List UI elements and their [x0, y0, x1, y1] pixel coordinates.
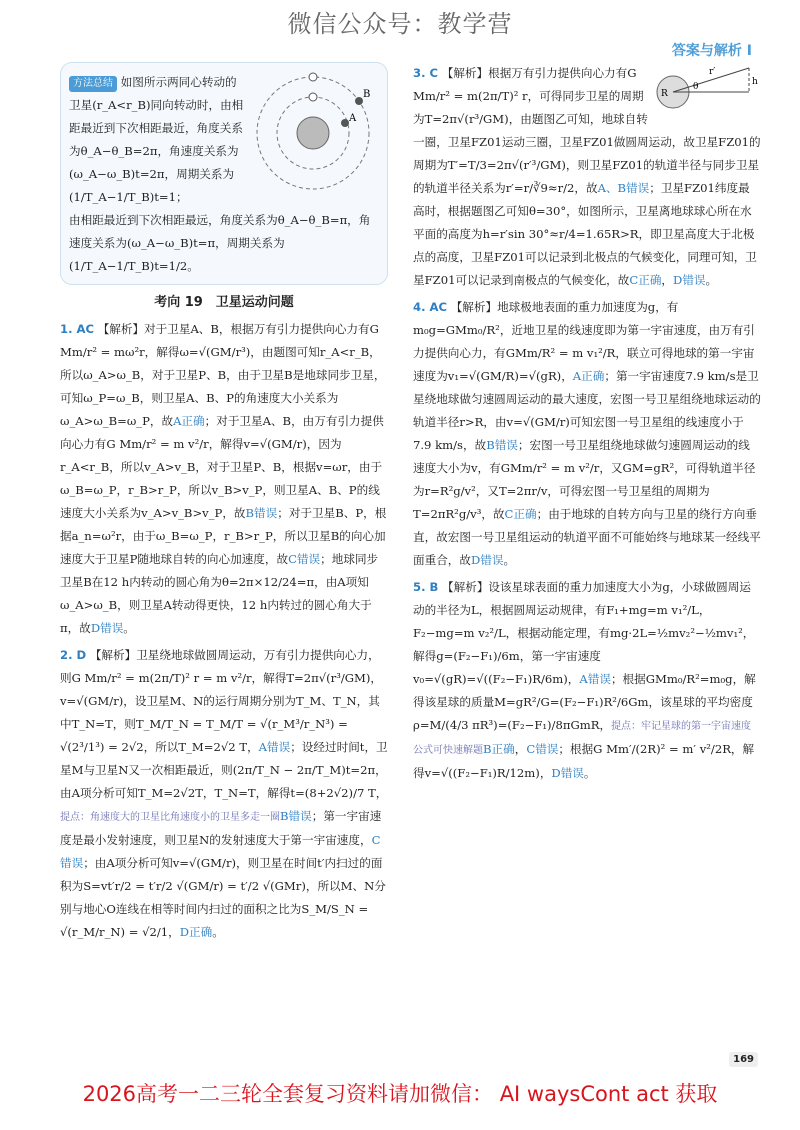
answer-1-text-3: ；对于卫星B、P，根据a_n=ω²r，由于ω_B=ω_P，r_B>r_P，所以卫星B的向心加速度大于卫星P随地球自转的向心加速度，故	[60, 506, 387, 566]
answer-1	[60, 318, 388, 640]
answer-5-verdict-a: A错误	[579, 672, 611, 686]
answer-5-verdict-b: B正确	[483, 742, 515, 756]
answer-1-verdict-a: A正确	[173, 414, 205, 428]
answer-4-verdict-a: A正确	[572, 369, 605, 383]
method-summary-box	[60, 62, 388, 285]
answer-5-verdict-d: D错误	[551, 766, 584, 780]
answer-2	[60, 644, 388, 944]
label-r-prime: r′	[709, 67, 716, 77]
answer-3-verdict-d: D错误	[673, 273, 706, 287]
answer-3-text: 【解析】根据万有引力提供向心力有G Mm/r² = m(2π/T)² r，可得同步卫星的周期为T=2π√(r³/GM)，由题图乙可知，地球自转一圈，卫星FZ01运动三圈，卫星FZ01做圆周运动，故卫星FZ01的周期为T′=T/3=2π√(r′³/GM)，则卫星FZ01的轨道半径与同步卫星的轨道半径关系为r′=r/∛9≈r/2，故	[413, 66, 761, 195]
answer-1-text-4: ；地球同步卫星B在12 h内转动的圆心角为θ=2π×12/24=π，由A项知ω_A>ω_B，则卫星A转动得更快，12 h内转过的圆心角大于π，故	[60, 552, 379, 635]
label-theta: θ	[693, 82, 699, 92]
answer-5-end: 。	[583, 766, 596, 780]
answer-2-text-4: ；由A项分析可知v=√(GM/r)，则卫星在时间t′内扫过的面积为S=vt′r/2 = t′r/2 √(GM/r) = t′/2 √(GMr)，所以M、N分别与地心O连线在相等时间内扫过的面积之比为S_M/S_N = √(r_M/r_N) = √2/1，	[60, 856, 386, 939]
answer-2-end: 。	[212, 925, 224, 939]
label-a: A	[349, 113, 357, 124]
latitude-figure	[651, 62, 761, 116]
method-line-1: 如图所示两同心转动的卫星(r_A<r_B)同向转动时，由相距最近到下次相距最近，角度关系为θ_A−θ_B=2π，角速度关系为(ω_A−ω_B)t=2π，周期关系为(1/T_A−1/T_B)t=1；	[69, 75, 244, 204]
answer-3-text-2: ；卫星FZ01纬度最高时，根据题图乙可知θ=30°，如图所示，卫星离地球球心所在水平面的高度为h=r′sin 30°≈r/4=1.65R>R，即卫星高度大于北极点的高度，卫星FZ01可以记录到北极点的气候变化，同理可知，卫星FZ01可以记录到南极点的气候变化，故	[413, 181, 757, 287]
answer-4-text-3: ；宏图一号卫星组绕地球做匀速圆周运动的线速度大小为v，有GMm/r² = m v²/r，又GM=gR²，可得轨道半径为r=R²g/v²，又T=2πr/v，可得宏图一号卫星组的周期为T=2πR²g/v³，故	[413, 438, 756, 521]
section-title: 考向 19 卫星运动问题	[154, 295, 294, 310]
answer-1-verdict-b: B错误	[245, 506, 278, 520]
answer-4-text-2: ；第一宇宙速度7.9 km/s是卫星绕地球做匀速圆周运动的最大速度，宏图一号卫星组绕地球运动的轨道半径r>R，由v=√(GM/r)可知宏图一号卫星组的线速度小于7.9 km/s，故	[413, 369, 761, 452]
section-label: 答案与解析 I	[671, 43, 752, 59]
method-tag: 方法总结	[69, 76, 117, 92]
orbit-figure	[251, 71, 379, 191]
answer-2-number: 2. D	[60, 648, 87, 662]
footer-banner: 2026高考一二三轮全套复习资料请加微信： AI waysCont act 获取	[82, 1082, 718, 1106]
answer-1-verdict-d: D错误	[90, 621, 124, 635]
answer-1-end: 。	[123, 621, 135, 635]
answer-5-text-3: ；根据G Mm′/(2R)² = m′ v²/2R，解得v=√((F₂−F₁)R/12m)，	[413, 742, 755, 780]
label-b: B	[363, 89, 371, 100]
method-line-2: 由相距最近到下次相距最远，角度关系为θ_A−θ_B=π，角速度关系为(ω_A−ω_B)t=π，周期关系为(1/T_A−1/T_B)t=1/2。	[69, 213, 371, 273]
answer-4-verdict-b: B错误	[486, 438, 518, 452]
answer-2-verdict-d: D正确	[179, 925, 213, 939]
answer-4-verdict-c: C正确	[504, 507, 537, 521]
answer-2-verdict-b: B错误	[280, 809, 312, 823]
answer-4-verdict-d: D错误	[470, 553, 504, 567]
watermark-title: 微信公众号：教学营	[287, 10, 513, 38]
answer-1-verdict-c: C错误	[288, 552, 321, 566]
answer-2-verdict-c: C错误	[60, 833, 381, 870]
answer-5-note: 提点：牢记星球的第一宇宙速度公式可快速解题	[413, 721, 752, 756]
answer-4-number: 4. AC	[413, 300, 447, 314]
answer-2-note: 提点：角速度大的卫星比角速度小的卫星多走一圈	[60, 812, 280, 823]
answer-5-text: 【解析】设该星球表面的重力加速度大小为g，小球做圆周运动的半径为L，根据圆周运动规律，有F₁+mg=m v₁²/L，F₂−mg=m v₂²/L，根据动能定理，有mg·2L=½mv₂²−½mv₁²，解得g=(F₂−F₁)/6m，第一宇宙速度v₀=√(gR)=√((F₂−F₁)R/6m)，	[413, 580, 755, 686]
answer-5-text-2: ；根据GMm₀/R²=m₀g，解得该星球的质量M=gR²/G=(F₂−F₁)R²/6Gm，该星球的平均密度ρ=M/(4/3 πR³)=(F₂−F₁)/8πGmR，	[413, 672, 756, 732]
left-column	[60, 62, 388, 944]
right-column	[413, 62, 761, 785]
answer-4	[413, 296, 761, 572]
answer-1-text: 【解析】对于卫星A、B，根据万有引力提供向心力有G Mm/r² = mω²r，解得ω=√(GM/r³)，由题图可知r_A<r_B，所以ω_A>ω_B，对于卫星P、B，由于卫星B是地球同步卫星，可知ω_P=ω_B，则卫星A、B、P的角速度大小关系为ω_A>ω_B=ω_P，故	[60, 322, 386, 428]
answer-3-verdict-ab: A、B错误	[597, 181, 650, 195]
answer-4-text: 【解析】地球极地表面的重力加速度为g，有m₀g=GMm₀/R²，近地卫星的线速度即为第一宇宙速度，由万有引力提供向心力，有GMm/R² = m v₁²/R，联立可得地球的第一宇宙速度为v₁=√(GM/R)=√(gR)，	[413, 300, 755, 383]
answer-3-end: 。	[705, 273, 718, 287]
answer-3-sep: ，	[661, 273, 674, 287]
answer-2-text-2: ；设经过时间t，卫星M与卫星N又一次相距最近，则(2π/T_N − 2π/T_M)t=2π，由A项分析可知T_M=2√2T，T_N=T，解得t=(8+2√2)/7 T，	[60, 740, 388, 800]
answer-2-verdict-a: A错误	[258, 740, 291, 754]
answer-3-verdict-c: C正确	[629, 273, 662, 287]
label-h: h	[752, 77, 758, 87]
answer-5-sep: ，	[514, 742, 527, 756]
label-r: R	[661, 89, 668, 99]
answer-5-verdict-c: C错误	[526, 742, 559, 756]
answer-4-end: 。	[503, 553, 516, 567]
answer-1-text-2: ；对于卫星A、B，由万有引力提供向心力有G Mm/r² = m v²/r，解得v=√(GM/r)，因为r_A<r_B，所以v_A>v_B，对于卫星P、B，根据v=ωr，由于ω_B=ω_P，r_B>r_P，所以v_B>v_P，则卫星A、B、P的线速度大小关系为v_A>v_B>v_P，故	[60, 414, 384, 520]
answer-5-number: 5. B	[413, 580, 439, 594]
answer-2-text-3: ；第一宇宙速度是最小发射速度，则卫星N的发射速度大于第一宇宙速度，	[60, 809, 382, 847]
answer-2-text: 【解析】卫星绕地球做圆周运动，万有引力提供向心力，则G Mm/r² = m(2π/T)² r = m v²/r，解得T=2π√(r³/GM)，v=√(GM/r)，设卫星M、N的运行周期分别为T_M、T_N，其中T_N=T，则T_M/T_N = T_M/T = √(r_M³/r_N³) = √(2³/1³) = 2√2，所以T_M=2√2 T，	[60, 648, 383, 754]
answer-5	[413, 576, 761, 785]
answer-1-number: 1. AC	[60, 322, 94, 336]
page-number: 169	[729, 1052, 758, 1067]
answer-3-number: 3. C	[413, 66, 439, 80]
answer-4-text-4: ；由于地球的自转方向与卫星的绕行方向垂直，故宏图一号卫星组运动的轨道平面不可能始终与地球某一经线平面重合，故	[413, 507, 761, 567]
